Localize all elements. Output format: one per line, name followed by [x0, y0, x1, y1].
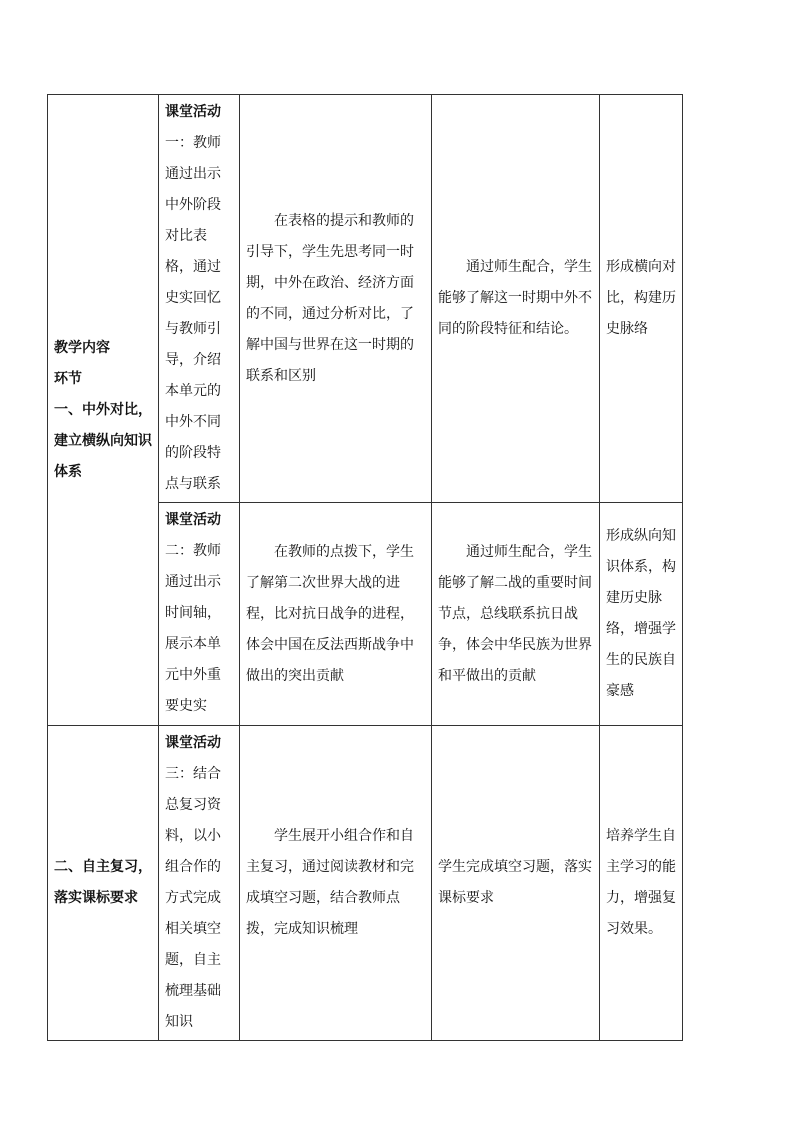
student-activity-cell: 在表格的提示和教师的引导下，学生先思考同一时期，中外在政治、经济方面的不同，通过分析对比，了解中国与世界在这一时期的联系和区别	[240, 95, 432, 503]
intent-cell: 形成纵向知识体系，构建历史脉络，增强学生的民族自豪感	[600, 503, 683, 726]
effect-cell: 通过师生配合，学生能够了解这一时期中外不同的阶段特征和结论。	[432, 95, 600, 503]
activity-cell	[159, 95, 240, 503]
section-label-line2: 环节	[54, 370, 82, 387]
student-activity-cell: 在教师的点拨下，学生了解第二次世界大战的进程，比对抗日战争的进程，体会中国在反法西斯战争中做出的突出贡献	[240, 503, 432, 726]
effect-cell: 学生完成填空习题，落实课标要求	[432, 726, 600, 1041]
section-label-line1: 教学内容	[54, 339, 110, 356]
section-label-cell	[48, 95, 159, 726]
activity-cell	[159, 503, 240, 726]
intent-cell: 培养学生自主学习的能力，增强复习效果。	[600, 726, 683, 1041]
effect-cell: 通过师生配合，学生能够了解二战的重要时间节点，总线联系抗日战争，体会中华民族为世界和平做出的贡献	[432, 503, 600, 726]
activity-cell	[159, 726, 240, 1041]
table-row	[48, 95, 683, 503]
activity-text: 三：结合总复习资料，以小组合作的方式完成相关填空题，自主梳理基础知识	[165, 766, 221, 1030]
activity-text: 一：教师通过出示中外阶段对比表格，通过史实回忆与教师引导，介绍本单元的中外不同的阶段特点与联系	[165, 135, 221, 492]
activity-text: 二：教师通过出示时间轴，展示本单元中外重要史实	[165, 543, 221, 714]
table-row	[48, 726, 683, 1041]
intent-cell: 形成横向对比，构建历史脉络	[600, 95, 683, 503]
section-label-line3: 一、中外对比，建立横纵向知识体系	[54, 401, 152, 480]
section-label: 二、自主复习，落实课标要求	[54, 859, 152, 906]
lesson-plan-table	[47, 94, 683, 1041]
activity-title: 课堂活动	[165, 512, 221, 528]
section-label-cell	[48, 726, 159, 1041]
activity-title: 课堂活动	[165, 104, 221, 120]
student-activity-cell: 学生展开小组合作和自主复习，通过阅读教材和完成填空习题，结合教师点拨，完成知识梳理	[240, 726, 432, 1041]
activity-title: 课堂活动	[165, 735, 221, 751]
